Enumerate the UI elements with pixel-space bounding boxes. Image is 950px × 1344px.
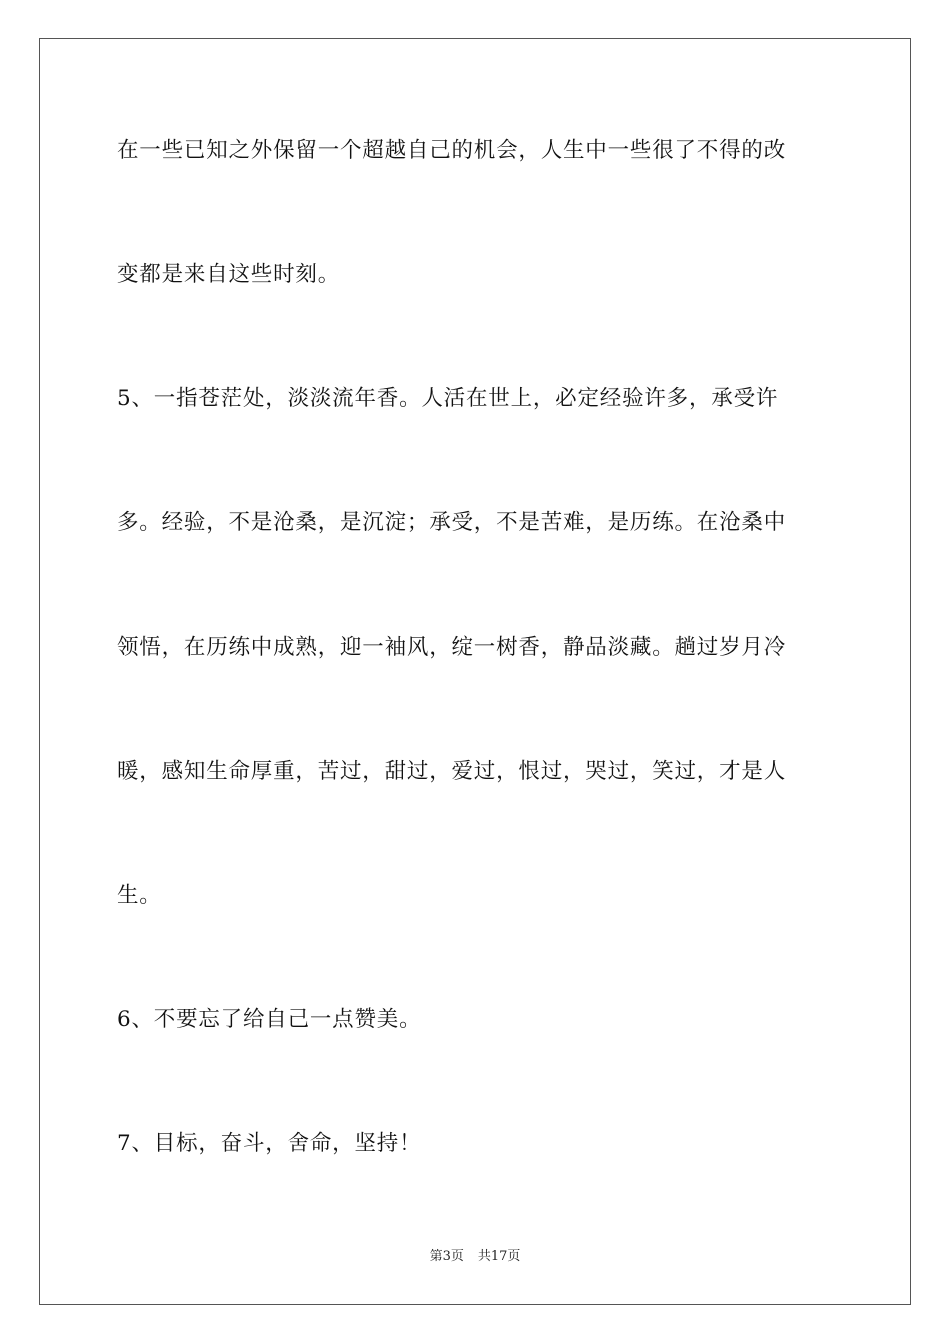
body-text-line: 变都是来自这些时刻。 — [117, 262, 341, 287]
page-number: 第3页 — [429, 1249, 464, 1264]
body-text-line: 多。经验，不是沧桑，是沉淀；承受，不是苦难，是历练。在沧桑中 — [117, 510, 787, 535]
page-border — [39, 38, 911, 1305]
body-text-line: 5、一指苍茫处，淡淡流年香。人活在世上，必定经验许多，承受许 — [117, 386, 779, 411]
body-text-line: 6、不要忘了给自己一点赞美。 — [117, 1007, 422, 1032]
page-footer — [0, 1248, 950, 1266]
body-text-line: 7、目标，奋斗，舍命，坚持！ — [117, 1131, 422, 1156]
page-total: 共17页 — [477, 1249, 521, 1264]
body-text-line: 暖，感知生命厚重，苦过，甜过，爱过，恨过，哭过，笑过，才是人 — [117, 759, 787, 784]
body-text-line: 领悟，在历练中成熟，迎一袖风，绽一树香，静品淡藏。趟过岁月冷 — [117, 635, 787, 660]
body-text-line: 生。 — [117, 883, 162, 908]
body-text-line: 在一些已知之外保留一个超越自己的机会，人生中一些很了不得的改 — [117, 138, 787, 163]
